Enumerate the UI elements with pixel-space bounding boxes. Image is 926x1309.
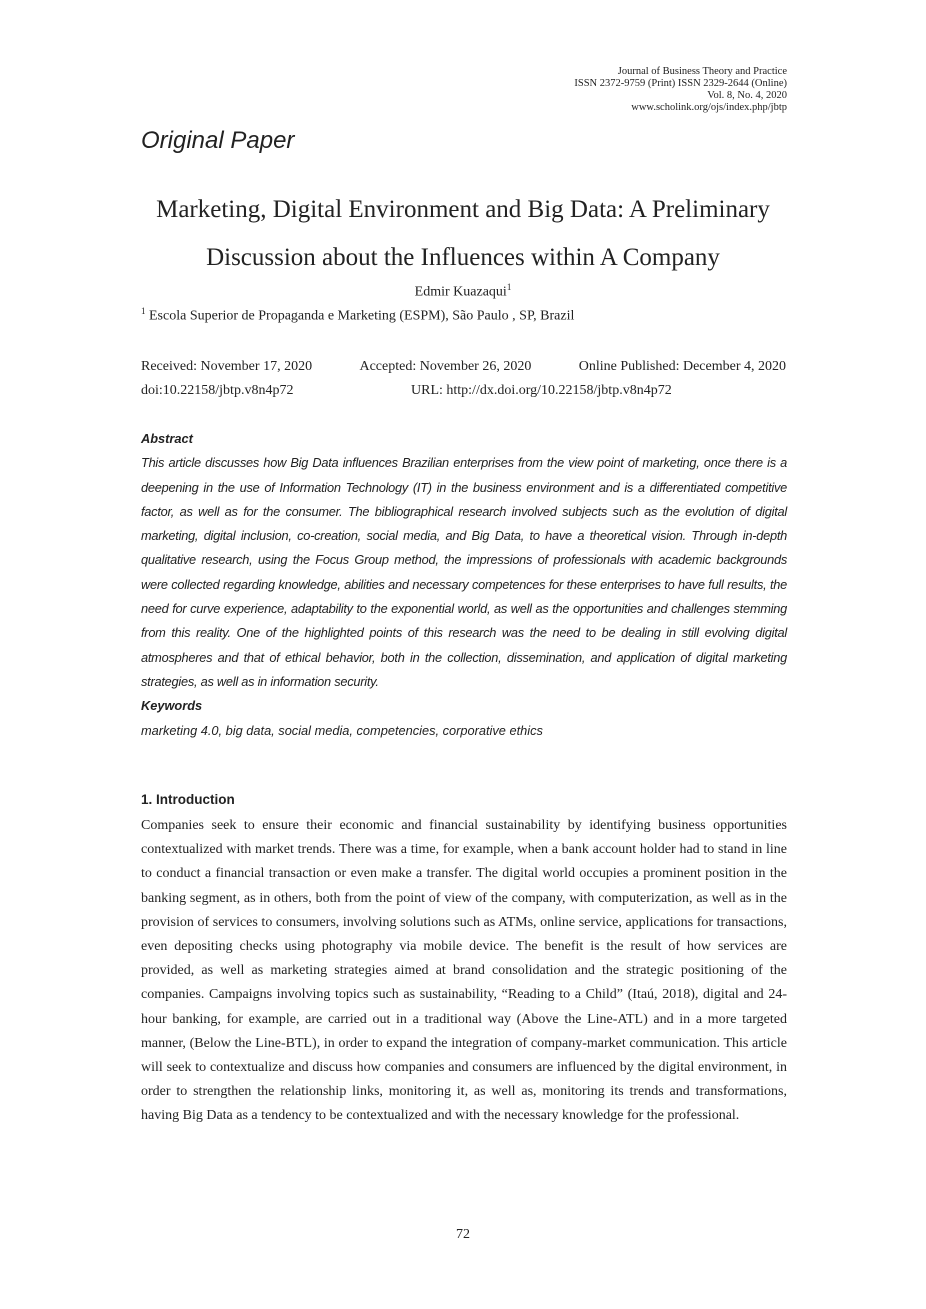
introduction-section [141, 790, 787, 1129]
introduction-paragraph: Companies seek to ensure their economic and financial sustainability by identifying business opportunities contextualized with market trends. There was a time, for example, when a bank account holder had to stand in line to conduct a financial transaction or even make a transfer. The digital world occupies a prominent position in the banking segment, as in others, both from the point of view of the company, with computerization, as well as in the provision of services to consumers, involving solutions such as ATMs, online service, applications for transactions, even depositing checks using photography via mobile device. The benefit is the result of how services are provided, as well as marketing strategies aimed at brand consolidation and the strategic positioning of the companies. Campaigns involving topics such as sustainability, “Reading to a Child” (Itaú, 2018), digital and 24-hour banking, for example, are carried out in a traditional way (Above the Line-ATL) and in a more targeted manner, (Below the Line-BTL), in order to expand the integration of company-market communication. This article will seek to contextualize and discuss how companies and consumers are influenced by the digital environment, in order to strengthen the relationship links, monitoring it, as well as, monitoring its trends and transformations, having Big Data as a tendency to be contextualized and with the necessary knowledge for the professional. [141, 818, 787, 1124]
journal-name: Journal of Business Theory and Practice [617, 66, 787, 77]
keywords-heading: Keywords [141, 698, 203, 714]
identifiers-row [141, 379, 786, 403]
title-line-1: Marketing, Digital Environment and Big Data: A Preliminary [156, 196, 770, 223]
abstract-text: This article discusses how Big Data influences Brazilian enterprises from the view point of marketing, once there is a deepening in the use of Information Technology (IT) in the business environment and is a differentiated competitive factor, as well as for the consumer. The bibliographical research involved subjects such as the evolution of digital marketing, digital inclusion, co-creation, social media, and Big Data, to have a theoretical vision. Through in-depth qualitative research, using the Focus Group method, the impressions of professionals with academic backgrounds were collected regarding knowledge, abilities and necessary competences for these enterprises to have full results, the need for curve experience, adaptability to the exponential world, as well as the opportunities and challenges stemming from this reality. One of the highlighted points of this research was the need to be dealing in still evolving digital atmospheres and that of ethical behavior, both in the collection, dissemination, and application of digital marketing strategies, as well as in information security. [141, 455, 787, 689]
abstract-section [141, 427, 787, 743]
received-date: Received: November 17, 2020 [141, 359, 313, 374]
page-number: 72 [456, 1227, 470, 1242]
author-superscript: 1 [506, 282, 512, 292]
journal-issn: ISSN 2372-9759 (Print) ISSN 2329-2644 (Online) [574, 78, 787, 89]
journal-volume: Vol. 8, No. 4, 2020 [707, 90, 787, 101]
title-line-2: Discussion about the Influences within A Company [206, 244, 720, 271]
affiliation-line [141, 306, 574, 325]
dates-row [141, 355, 786, 379]
journal-header [574, 66, 787, 114]
publication-dates [141, 355, 786, 403]
affiliation-text: Escola Superior de Propaganda e Marketing (ESPM), São Paulo , SP, Brazil [149, 308, 575, 324]
accepted-date: Accepted: November 26, 2020 [359, 359, 532, 374]
paper-title [120, 186, 806, 282]
doi-text: doi:10.22158/jbtp.v8n4p72 [141, 383, 294, 398]
doi-url-link[interactable]: URL: http://dx.doi.org/10.22158/jbtp.v8n4p72 [411, 383, 672, 398]
keywords-text: marketing 4.0, big data, social media, competencies, corporative ethics [141, 722, 543, 738]
journal-url: www.scholink.org/ojs/index.php/jbtp [631, 102, 787, 113]
paper-type-label: Original Paper [141, 127, 295, 154]
author-name: Edmir Kuazaqui [414, 284, 507, 300]
author-line [0, 282, 926, 301]
abstract-heading: Abstract [141, 431, 193, 446]
published-date: Online Published: December 4, 2020 [578, 359, 786, 374]
affiliation-superscript: 1 [141, 306, 146, 316]
introduction-heading: 1. Introduction [141, 792, 235, 807]
